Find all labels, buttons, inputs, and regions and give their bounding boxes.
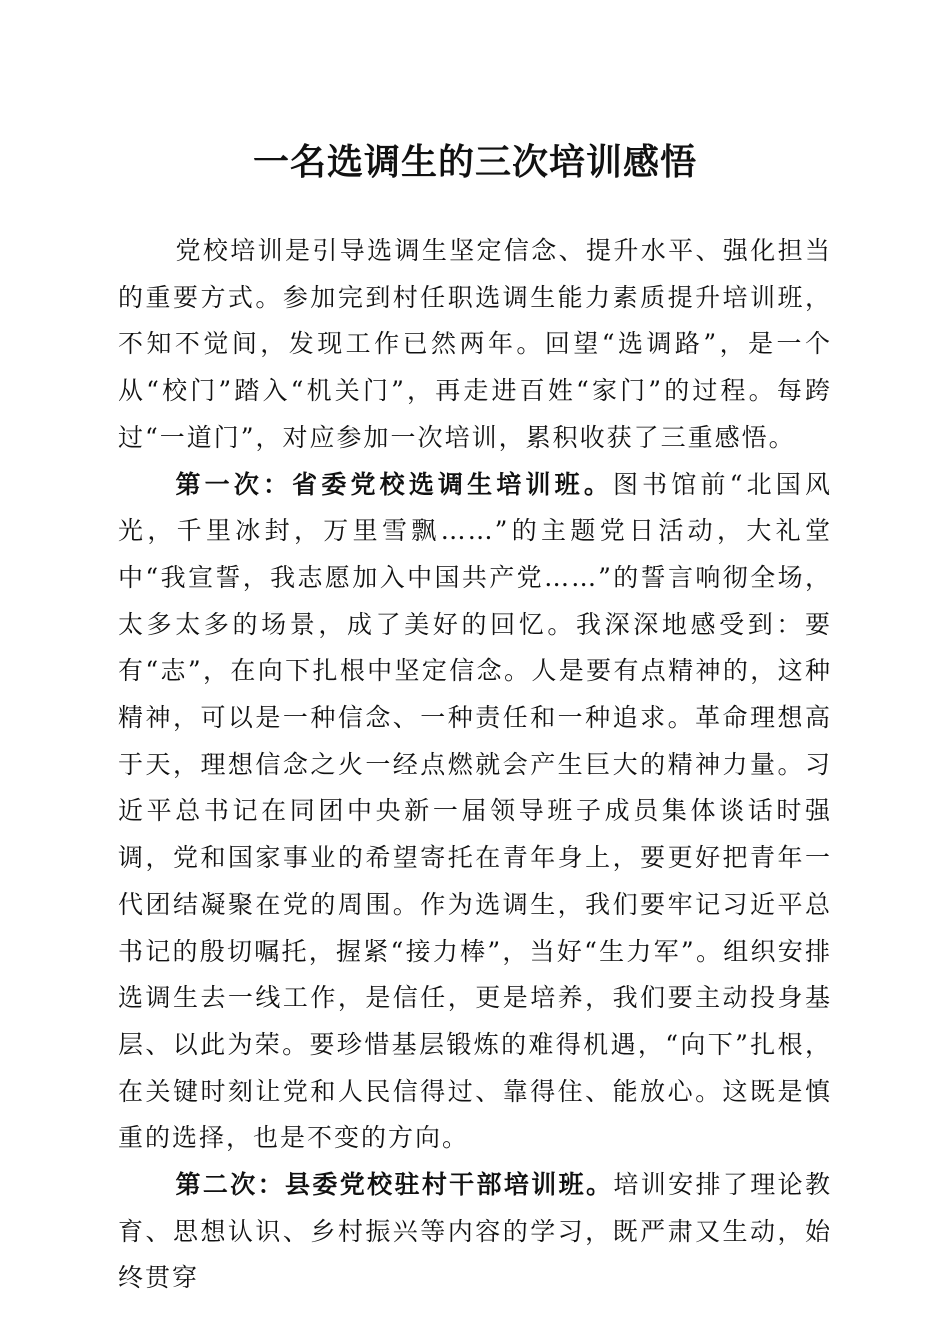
paragraph-intro (118, 228, 832, 462)
document-body (118, 228, 832, 1302)
document-title: 一名选调生的三次培训感悟 (252, 141, 697, 183)
paragraph-lead: 第一次：省委党校选调生培训班。 (175, 469, 614, 499)
paragraph-text: 培训安排了理论教育、思想认识、乡村振兴等内容的学习，既严肃又生动，始终贯穿 (118, 1170, 832, 1293)
paragraph-lead: 第二次：县委党校驻村干部培训班。 (175, 1170, 614, 1200)
paragraph-text: 党校培训是引导选调生坚定信念、提升水平、强化担当的重要方式。参加完到村任职选调生能力素质提升培训班，不知不觉间，发现工作已然两年。回望“选调路”，是一个从“校门”踏入“机关门”，再走进百姓“家门”的过程。每跨过“一道门”，对应参加一次培训，累积收获了三重感悟。 (118, 236, 832, 452)
paragraph-first-training (118, 462, 832, 1163)
paragraph-text: 图书馆前“北国风光，千里冰封，万里雪飘……”的主题党日活动，大礼堂中“我宣誓，我志愿加入中国共产党……”的誓言响彻全场，太多太多的场景，成了美好的回忆。我深深地感受到：要有“志”，在向下扎根中坚定信念。人是要有点精神的，这种精神，可以是一种信念、一种责任和一种追求。革命理想高于天，理想信念之火一经点燃就会产生巨大的精神力量。习近平总书记在同团中央新一届领导班子成员集体谈话时强调，党和国家事业的希望寄托在青年身上，要更好把青年一代团结凝聚在党的周围。作为选调生，我们要牢记习近平总书记的殷切嘱托，握紧“接力棒”，当好“生力军”。组织安排选调生去一线工作，是信任，更是培养，我们要主动投身基层、以此为荣。要珍惜基层锻炼的难得机遇，“向下”扎根，在关键时刻让党和人民信得过、靠得住、能放心。这既是慎重的选择，也是不变的方向。 (118, 469, 832, 1153)
paragraph-second-training (118, 1162, 832, 1302)
